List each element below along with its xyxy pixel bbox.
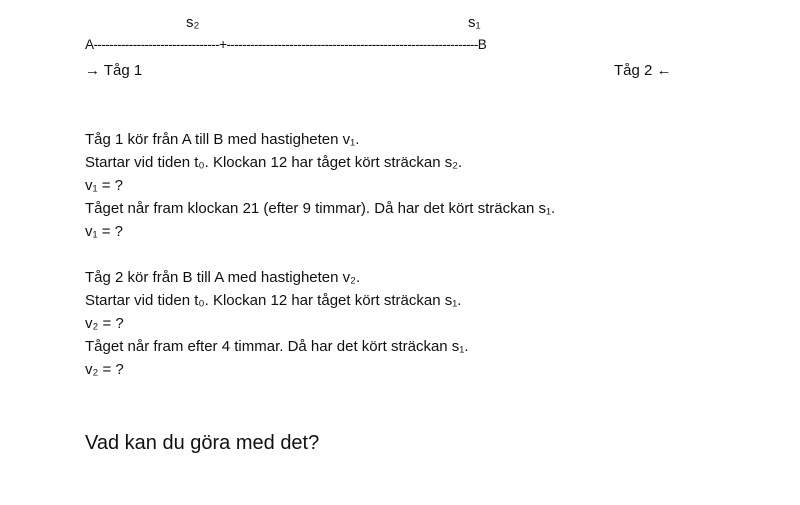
train1-line-2: Startar vid tiden t₀. Klockan 12 har tåget kört sträckan s₂. [85, 154, 463, 171]
train2-line-3: v₂ = ? [85, 315, 124, 332]
s1-label: s₁ [468, 14, 481, 31]
train1-direction-label: → Tåg 1 [85, 62, 143, 79]
train2-direction-label: Tåg 2 ← [614, 62, 672, 79]
train1-line-3: v₁ = ? [85, 177, 123, 194]
train2-line-1: Tåg 2 kör från B till A med hastigheten v₂. [85, 269, 361, 286]
track-line: A--------------------------------+----------------------------------------------------------------B [85, 37, 487, 52]
closing-question: Vad kan du göra med det? [85, 432, 320, 454]
train2-line-5: v₂ = ? [85, 361, 124, 378]
train1-line-5: v₁ = ? [85, 223, 123, 240]
train1-line-4: Tåget når fram klockan 21 (efter 9 timmar). Då har det kört sträckan s₁. [85, 200, 556, 217]
train2-line-4: Tåget når fram efter 4 timmar. Då har det kört sträckan s₁. [85, 338, 469, 355]
s2-label: s₂ [186, 14, 200, 31]
train1-line-1: Tåg 1 kör från A till B med hastigheten v₁. [85, 131, 360, 148]
train2-line-2: Startar vid tiden t₀. Klockan 12 har tåget kört sträckan s₁. [85, 292, 462, 309]
